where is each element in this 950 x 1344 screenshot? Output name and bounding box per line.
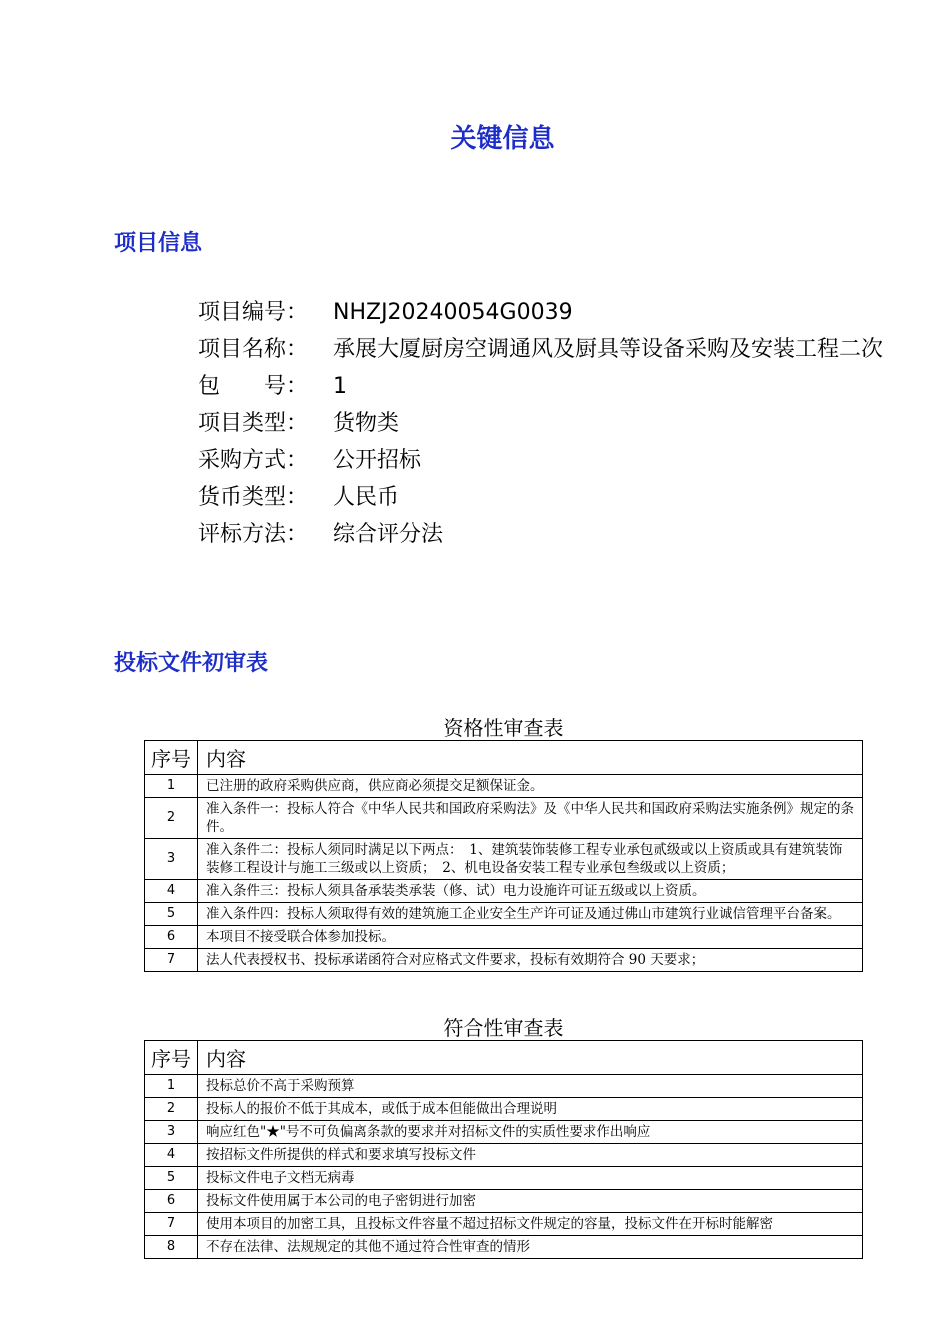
table-row [145,798,863,839]
row-number-cell: 8 [145,1236,198,1259]
row-content-cell: 不存在法律、法规规定的其他不通过符合性审查的情形 [198,1236,863,1259]
evaluation-method-value: 综合评分法 [333,522,444,547]
project-name-value: 承展大厦厨房空调通风及厨具等设备采购及安装工程二次 [333,337,884,362]
row-content-cell: 投标总价不高于采购预算 [198,1075,863,1098]
procurement-method-label: 采购方式： [198,448,309,473]
table-row [145,1121,863,1144]
package-number-label: 包 号： [198,374,309,399]
project-name-label: 项目名称： [198,337,309,362]
column-header-number: 序号 [145,741,198,775]
table-row [145,949,863,972]
currency-type-label: 货币类型： [198,485,309,510]
row-number-cell: 6 [145,1190,198,1213]
row-content-cell: 按招标文件所提供的样式和要求填写投标文件 [198,1144,863,1167]
bid-review-heading: 投标文件初审表 [114,651,269,676]
table-header-row [145,741,863,775]
project-name-row [198,337,898,363]
procurement-method-row [198,448,898,474]
qualification-review-table [144,740,863,972]
evaluation-method-label: 评标方法： [198,522,309,547]
currency-type-value: 人民币 [333,485,400,510]
table-row [145,1213,863,1236]
row-number-cell: 7 [145,949,198,972]
project-info-heading: 项目信息 [114,231,203,256]
procurement-method-value: 公开招标 [333,448,422,473]
row-content-cell: 使用本项目的加密工具，且投标文件容量不超过招标文件规定的容量，投标文件在开标时能解密 [198,1213,863,1236]
compliance-table-caption: 符合性审查表 [443,1016,564,1040]
row-number-cell: 5 [145,903,198,926]
table-row [145,775,863,798]
row-content-cell: 准入条件四：投标人须取得有效的建筑施工企业安全生产许可证及通过佛山市建筑行业诚信管理平台备案。 [198,903,863,926]
project-number-row [198,300,898,326]
row-content-cell: 响应红色"★"号不可负偏离条款的要求并对招标文件的实质性要求作出响应 [198,1121,863,1144]
column-header-content: 内容 [198,1041,863,1075]
compliance-table-body [145,1075,863,1259]
table-row [145,926,863,949]
column-header-content: 内容 [198,741,863,775]
column-header-number: 序号 [145,1041,198,1075]
row-content-cell: 法人代表授权书、投标承诺函符合对应格式文件要求，投标有效期符合 90 天要求； [198,949,863,972]
package-number-row [198,374,898,400]
row-number-cell: 4 [145,1144,198,1167]
qualification-table-caption: 资格性审查表 [443,716,564,740]
row-number-cell: 4 [145,880,198,903]
table-row [145,1098,863,1121]
project-number-label: 项目编号： [198,300,309,325]
project-type-label: 项目类型： [198,411,309,436]
table-row [145,1144,863,1167]
row-content-cell: 准入条件三：投标人须具备承装类承装（修、试）电力设施许可证五级或以上资质。 [198,880,863,903]
table-row [145,903,863,926]
row-number-cell: 5 [145,1167,198,1190]
row-number-cell: 1 [145,775,198,798]
row-number-cell: 2 [145,798,198,839]
project-number-value: NHZJ20240054G0039 [333,300,573,325]
row-content-cell: 投标人的报价不低于其成本，或低于成本但能做出合理说明 [198,1098,863,1121]
qualification-table-body [145,775,863,972]
row-number-cell: 3 [145,839,198,880]
document-title: 关键信息 [450,124,555,154]
table-row [145,1167,863,1190]
project-info-list [198,300,898,559]
currency-type-row [198,485,898,511]
table-row [145,1236,863,1259]
row-content-cell: 已注册的政府采购供应商，供应商必须提交足额保证金。 [198,775,863,798]
project-type-row [198,411,898,437]
row-content-cell: 投标文件使用属于本公司的电子密钥进行加密 [198,1190,863,1213]
table-row [145,1190,863,1213]
row-content-cell: 本项目不接受联合体参加投标。 [198,926,863,949]
row-content-cell: 准入条件一：投标人符合《中华人民共和国政府采购法》及《中华人民共和国政府采购法实施条例》规定的条件。 [198,798,863,839]
row-number-cell: 3 [145,1121,198,1144]
table-row [145,839,863,880]
row-number-cell: 7 [145,1213,198,1236]
table-row [145,880,863,903]
row-content-cell: 准入条件二：投标人须同时满足以下两点： 1、建筑装饰装修工程专业承包贰级或以上资质或具有建筑装饰装修工程设计与施工三级或以上资质； 2、机电设备安装工程专业承包叁级或以上资质； [198,839,863,880]
table-row [145,1075,863,1098]
row-number-cell: 1 [145,1075,198,1098]
row-content-cell: 投标文件电子文档无病毒 [198,1167,863,1190]
compliance-review-table [144,1040,863,1259]
row-number-cell: 2 [145,1098,198,1121]
package-number-value: 1 [333,374,347,399]
row-number-cell: 6 [145,926,198,949]
evaluation-method-row [198,522,898,548]
project-type-value: 货物类 [333,411,400,436]
table-header-row [145,1041,863,1075]
